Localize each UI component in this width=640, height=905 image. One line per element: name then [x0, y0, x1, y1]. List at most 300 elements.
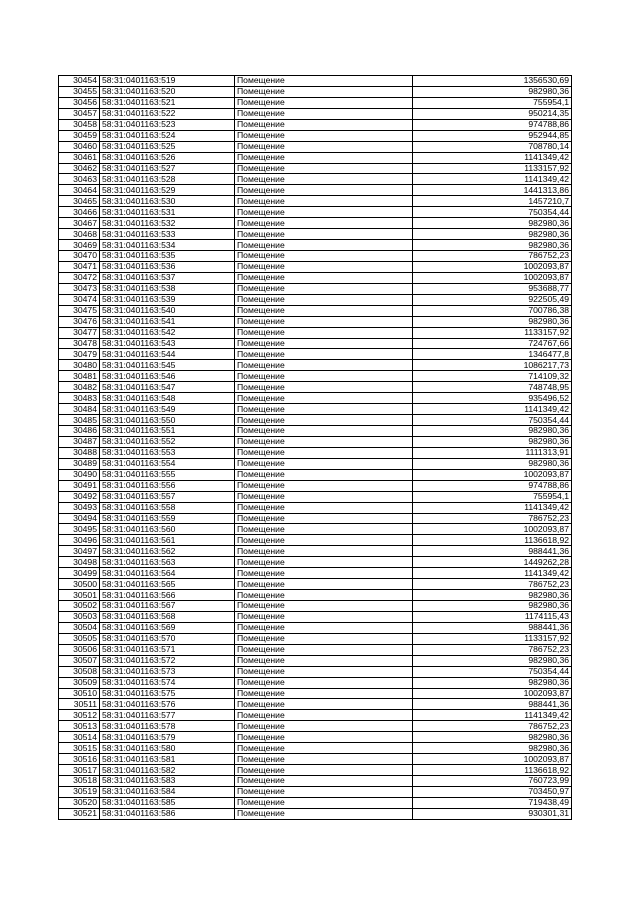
cadastral-number-cell: 58:31:0401163:532	[100, 218, 235, 229]
row-number-cell: 30460	[59, 141, 100, 152]
cadastral-value-cell: 982980,36	[413, 732, 572, 743]
object-type-cell: Помещение	[235, 86, 413, 97]
object-type-cell: Помещение	[235, 360, 413, 371]
property-table	[58, 75, 572, 820]
object-type-cell: Помещение	[235, 76, 413, 87]
row-number-cell: 30490	[59, 469, 100, 480]
object-type-cell: Помещение	[235, 491, 413, 502]
table-row	[59, 130, 572, 141]
cadastral-number-cell: 58:31:0401163:545	[100, 360, 235, 371]
object-type-cell: Помещение	[235, 415, 413, 426]
object-type-cell: Помещение	[235, 152, 413, 163]
cadastral-number-cell: 58:31:0401163:577	[100, 710, 235, 721]
cadastral-number-cell: 58:31:0401163:571	[100, 644, 235, 655]
cadastral-number-cell: 58:31:0401163:561	[100, 535, 235, 546]
row-number-cell: 30479	[59, 349, 100, 360]
cadastral-number-cell: 58:31:0401163:533	[100, 229, 235, 240]
row-number-cell: 30480	[59, 360, 100, 371]
cadastral-value-cell: 982980,36	[413, 677, 572, 688]
table-row	[59, 229, 572, 240]
row-number-cell: 30483	[59, 393, 100, 404]
cadastral-value-cell: 1174115,43	[413, 611, 572, 622]
object-type-cell: Помещение	[235, 108, 413, 119]
row-number-cell: 30454	[59, 76, 100, 87]
cadastral-number-cell: 58:31:0401163:525	[100, 141, 235, 152]
cadastral-value-cell: 974788,86	[413, 119, 572, 130]
cadastral-number-cell: 58:31:0401163:556	[100, 480, 235, 491]
row-number-cell: 30464	[59, 185, 100, 196]
table-row	[59, 469, 572, 480]
cadastral-number-cell: 58:31:0401163:528	[100, 174, 235, 185]
object-type-cell: Помещение	[235, 382, 413, 393]
row-number-cell: 30463	[59, 174, 100, 185]
object-type-cell: Помещение	[235, 710, 413, 721]
row-number-cell: 30465	[59, 196, 100, 207]
cadastral-number-cell: 58:31:0401163:530	[100, 196, 235, 207]
cadastral-value-cell: 786752,23	[413, 579, 572, 590]
table-row	[59, 294, 572, 305]
row-number-cell: 30494	[59, 513, 100, 524]
row-number-cell: 30503	[59, 611, 100, 622]
table-row	[59, 436, 572, 447]
cadastral-value-cell: 982980,36	[413, 436, 572, 447]
object-type-cell: Помещение	[235, 776, 413, 787]
table-row	[59, 163, 572, 174]
object-type-cell: Помещение	[235, 251, 413, 262]
cadastral-value-cell: 982980,36	[413, 229, 572, 240]
row-number-cell: 30456	[59, 97, 100, 108]
table-row	[59, 272, 572, 283]
object-type-cell: Помещение	[235, 644, 413, 655]
cadastral-value-cell: 708780,14	[413, 141, 572, 152]
cadastral-number-cell: 58:31:0401163:521	[100, 97, 235, 108]
table-row	[59, 349, 572, 360]
row-number-cell: 30508	[59, 666, 100, 677]
object-type-cell: Помещение	[235, 677, 413, 688]
cadastral-number-cell: 58:31:0401163:557	[100, 491, 235, 502]
row-number-cell: 30468	[59, 229, 100, 240]
row-number-cell: 30501	[59, 590, 100, 601]
table-row	[59, 677, 572, 688]
row-number-cell: 30507	[59, 655, 100, 666]
table-row	[59, 622, 572, 633]
row-number-cell: 30487	[59, 436, 100, 447]
object-type-cell: Помещение	[235, 163, 413, 174]
cadastral-number-cell: 58:31:0401163:522	[100, 108, 235, 119]
cadastral-value-cell: 755954,1	[413, 491, 572, 502]
cadastral-value-cell: 982980,36	[413, 590, 572, 601]
table-row	[59, 601, 572, 612]
cadastral-value-cell: 1002093,87	[413, 688, 572, 699]
object-type-cell: Помещение	[235, 349, 413, 360]
cadastral-number-cell: 58:31:0401163:575	[100, 688, 235, 699]
cadastral-number-cell: 58:31:0401163:519	[100, 76, 235, 87]
table-row	[59, 382, 572, 393]
table-row	[59, 743, 572, 754]
object-type-cell: Помещение	[235, 294, 413, 305]
row-number-cell: 30510	[59, 688, 100, 699]
cadastral-number-cell: 58:31:0401163:546	[100, 371, 235, 382]
row-number-cell: 30496	[59, 535, 100, 546]
object-type-cell: Помещение	[235, 590, 413, 601]
table-row	[59, 360, 572, 371]
table-row	[59, 776, 572, 787]
cadastral-number-cell: 58:31:0401163:523	[100, 119, 235, 130]
row-number-cell: 30506	[59, 644, 100, 655]
cadastral-value-cell: 1002093,87	[413, 469, 572, 480]
table-row	[59, 710, 572, 721]
cadastral-number-cell: 58:31:0401163:579	[100, 732, 235, 743]
object-type-cell: Помещение	[235, 436, 413, 447]
table-row	[59, 797, 572, 808]
table-row	[59, 152, 572, 163]
row-number-cell: 30472	[59, 272, 100, 283]
row-number-cell: 30495	[59, 524, 100, 535]
row-number-cell: 30505	[59, 633, 100, 644]
cadastral-value-cell: 1002093,87	[413, 261, 572, 272]
cadastral-value-cell: 750354,44	[413, 666, 572, 677]
cadastral-number-cell: 58:31:0401163:538	[100, 283, 235, 294]
cadastral-number-cell: 58:31:0401163:549	[100, 404, 235, 415]
table-row	[59, 393, 572, 404]
row-number-cell: 30498	[59, 557, 100, 568]
cadastral-value-cell: 1136618,92	[413, 765, 572, 776]
object-type-cell: Помещение	[235, 524, 413, 535]
cadastral-number-cell: 58:31:0401163:534	[100, 240, 235, 251]
object-type-cell: Помещение	[235, 611, 413, 622]
table-row	[59, 141, 572, 152]
cadastral-value-cell: 1002093,87	[413, 524, 572, 535]
cadastral-number-cell: 58:31:0401163:552	[100, 436, 235, 447]
table-row	[59, 327, 572, 338]
row-number-cell: 30520	[59, 797, 100, 808]
object-type-cell: Помещение	[235, 447, 413, 458]
cadastral-value-cell: 982980,36	[413, 743, 572, 754]
cadastral-value-cell: 1141349,42	[413, 152, 572, 163]
cadastral-value-cell: 1449262,28	[413, 557, 572, 568]
object-type-cell: Помещение	[235, 130, 413, 141]
cadastral-number-cell: 58:31:0401163:584	[100, 786, 235, 797]
cadastral-value-cell: 1356530,69	[413, 76, 572, 87]
table-row	[59, 579, 572, 590]
cadastral-number-cell: 58:31:0401163:535	[100, 251, 235, 262]
cadastral-value-cell: 1133157,92	[413, 327, 572, 338]
object-type-cell: Помещение	[235, 261, 413, 272]
object-type-cell: Помещение	[235, 174, 413, 185]
row-number-cell: 30514	[59, 732, 100, 743]
cadastral-number-cell: 58:31:0401163:563	[100, 557, 235, 568]
table-row	[59, 415, 572, 426]
cadastral-value-cell: 1111313,91	[413, 447, 572, 458]
cadastral-value-cell: 952944,85	[413, 130, 572, 141]
object-type-cell: Помещение	[235, 797, 413, 808]
object-type-cell: Помещение	[235, 546, 413, 557]
table-row	[59, 666, 572, 677]
cadastral-value-cell: 1133157,92	[413, 163, 572, 174]
object-type-cell: Помещение	[235, 732, 413, 743]
table-row	[59, 108, 572, 119]
table-row	[59, 513, 572, 524]
table-row	[59, 458, 572, 469]
object-type-cell: Помещение	[235, 305, 413, 316]
table-row	[59, 786, 572, 797]
row-number-cell: 30497	[59, 546, 100, 557]
object-type-cell: Помещение	[235, 218, 413, 229]
object-type-cell: Помещение	[235, 393, 413, 404]
row-number-cell: 30516	[59, 754, 100, 765]
cadastral-number-cell: 58:31:0401163:574	[100, 677, 235, 688]
cadastral-number-cell: 58:31:0401163:567	[100, 601, 235, 612]
row-number-cell: 30457	[59, 108, 100, 119]
row-number-cell: 30513	[59, 721, 100, 732]
cadastral-number-cell: 58:31:0401163:573	[100, 666, 235, 677]
cadastral-value-cell: 935496,52	[413, 393, 572, 404]
row-number-cell: 30458	[59, 119, 100, 130]
cadastral-value-cell: 786752,23	[413, 721, 572, 732]
table-row	[59, 480, 572, 491]
cadastral-value-cell: 750354,44	[413, 207, 572, 218]
object-type-cell: Помещение	[235, 666, 413, 677]
cadastral-value-cell: 786752,23	[413, 513, 572, 524]
cadastral-number-cell: 58:31:0401163:555	[100, 469, 235, 480]
row-number-cell: 30470	[59, 251, 100, 262]
cadastral-number-cell: 58:31:0401163:576	[100, 699, 235, 710]
row-number-cell: 30512	[59, 710, 100, 721]
cadastral-value-cell: 982980,36	[413, 426, 572, 437]
cadastral-value-cell: 750354,44	[413, 415, 572, 426]
table-row	[59, 721, 572, 732]
object-type-cell: Помещение	[235, 502, 413, 513]
object-type-cell: Помещение	[235, 633, 413, 644]
table-row	[59, 283, 572, 294]
cadastral-value-cell: 953688,77	[413, 283, 572, 294]
table-row	[59, 699, 572, 710]
row-number-cell: 30469	[59, 240, 100, 251]
cadastral-value-cell: 988441,36	[413, 622, 572, 633]
row-number-cell: 30517	[59, 765, 100, 776]
cadastral-number-cell: 58:31:0401163:582	[100, 765, 235, 776]
object-type-cell: Помещение	[235, 207, 413, 218]
object-type-cell: Помещение	[235, 338, 413, 349]
row-number-cell: 30502	[59, 601, 100, 612]
object-type-cell: Помещение	[235, 557, 413, 568]
cadastral-value-cell: 1141349,42	[413, 502, 572, 513]
row-number-cell: 30493	[59, 502, 100, 513]
row-number-cell: 30519	[59, 786, 100, 797]
table-row	[59, 655, 572, 666]
cadastral-value-cell: 1141349,42	[413, 568, 572, 579]
cadastral-value-cell: 1141349,42	[413, 404, 572, 415]
row-number-cell: 30485	[59, 415, 100, 426]
table-row	[59, 590, 572, 601]
cadastral-value-cell: 988441,36	[413, 699, 572, 710]
cadastral-value-cell: 719438,49	[413, 797, 572, 808]
table-row	[59, 207, 572, 218]
object-type-cell: Помещение	[235, 119, 413, 130]
object-type-cell: Помещение	[235, 513, 413, 524]
cadastral-number-cell: 58:31:0401163:531	[100, 207, 235, 218]
object-type-cell: Помещение	[235, 196, 413, 207]
cadastral-value-cell: 982980,36	[413, 316, 572, 327]
table-row	[59, 502, 572, 513]
row-number-cell: 30504	[59, 622, 100, 633]
cadastral-number-cell: 58:31:0401163:559	[100, 513, 235, 524]
row-number-cell: 30475	[59, 305, 100, 316]
cadastral-number-cell: 58:31:0401163:529	[100, 185, 235, 196]
cadastral-value-cell: 1346477,8	[413, 349, 572, 360]
object-type-cell: Помещение	[235, 229, 413, 240]
cadastral-value-cell: 922505,49	[413, 294, 572, 305]
cadastral-value-cell: 930301,31	[413, 808, 572, 819]
cadastral-value-cell: 982980,36	[413, 458, 572, 469]
cadastral-number-cell: 58:31:0401163:572	[100, 655, 235, 666]
cadastral-value-cell: 1141349,42	[413, 174, 572, 185]
cadastral-number-cell: 58:31:0401163:524	[100, 130, 235, 141]
row-number-cell: 30521	[59, 808, 100, 819]
cadastral-value-cell: 703450,97	[413, 786, 572, 797]
cadastral-value-cell: 724767,66	[413, 338, 572, 349]
table-row	[59, 535, 572, 546]
cadastral-number-cell: 58:31:0401163:527	[100, 163, 235, 174]
cadastral-number-cell: 58:31:0401163:569	[100, 622, 235, 633]
cadastral-number-cell: 58:31:0401163:526	[100, 152, 235, 163]
cadastral-number-cell: 58:31:0401163:580	[100, 743, 235, 754]
cadastral-number-cell: 58:31:0401163:548	[100, 393, 235, 404]
table-row	[59, 174, 572, 185]
cadastral-value-cell: 982980,36	[413, 655, 572, 666]
cadastral-value-cell: 1002093,87	[413, 754, 572, 765]
cadastral-number-cell: 58:31:0401163:540	[100, 305, 235, 316]
cadastral-number-cell: 58:31:0401163:581	[100, 754, 235, 765]
object-type-cell: Помещение	[235, 371, 413, 382]
object-type-cell: Помещение	[235, 426, 413, 437]
table-row	[59, 644, 572, 655]
table-row	[59, 76, 572, 87]
cadastral-number-cell: 58:31:0401163:554	[100, 458, 235, 469]
table-row	[59, 546, 572, 557]
table-body	[59, 76, 572, 820]
cadastral-number-cell: 58:31:0401163:562	[100, 546, 235, 557]
row-number-cell: 30477	[59, 327, 100, 338]
table-row	[59, 305, 572, 316]
row-number-cell: 30515	[59, 743, 100, 754]
object-type-cell: Помещение	[235, 688, 413, 699]
row-number-cell: 30467	[59, 218, 100, 229]
cadastral-value-cell: 1457210,7	[413, 196, 572, 207]
row-number-cell: 30459	[59, 130, 100, 141]
cadastral-value-cell: 950214,35	[413, 108, 572, 119]
cadastral-number-cell: 58:31:0401163:537	[100, 272, 235, 283]
object-type-cell: Помещение	[235, 786, 413, 797]
row-number-cell: 30474	[59, 294, 100, 305]
table-row	[59, 119, 572, 130]
cadastral-number-cell: 58:31:0401163:536	[100, 261, 235, 272]
table-row	[59, 808, 572, 819]
row-number-cell: 30471	[59, 261, 100, 272]
row-number-cell: 30461	[59, 152, 100, 163]
table-row	[59, 765, 572, 776]
cadastral-number-cell: 58:31:0401163:565	[100, 579, 235, 590]
object-type-cell: Помещение	[235, 721, 413, 732]
object-type-cell: Помещение	[235, 97, 413, 108]
cadastral-number-cell: 58:31:0401163:553	[100, 447, 235, 458]
table-row	[59, 426, 572, 437]
object-type-cell: Помещение	[235, 404, 413, 415]
cadastral-number-cell: 58:31:0401163:539	[100, 294, 235, 305]
cadastral-value-cell: 982980,36	[413, 601, 572, 612]
cadastral-value-cell: 1136618,92	[413, 535, 572, 546]
cadastral-value-cell: 786752,23	[413, 251, 572, 262]
cadastral-number-cell: 58:31:0401163:568	[100, 611, 235, 622]
cadastral-value-cell: 1441313,86	[413, 185, 572, 196]
cadastral-value-cell: 714109,32	[413, 371, 572, 382]
cadastral-number-cell: 58:31:0401163:558	[100, 502, 235, 513]
row-number-cell: 30500	[59, 579, 100, 590]
cadastral-value-cell: 755954,1	[413, 97, 572, 108]
cadastral-value-cell: 1002093,87	[413, 272, 572, 283]
row-number-cell: 30486	[59, 426, 100, 437]
table-row	[59, 491, 572, 502]
row-number-cell: 30511	[59, 699, 100, 710]
object-type-cell: Помещение	[235, 568, 413, 579]
cadastral-value-cell: 700786,38	[413, 305, 572, 316]
table-row	[59, 557, 572, 568]
cadastral-number-cell: 58:31:0401163:570	[100, 633, 235, 644]
row-number-cell: 30455	[59, 86, 100, 97]
row-number-cell: 30489	[59, 458, 100, 469]
row-number-cell: 30491	[59, 480, 100, 491]
table-row	[59, 568, 572, 579]
cadastral-value-cell: 1086217,73	[413, 360, 572, 371]
table-row	[59, 732, 572, 743]
object-type-cell: Помещение	[235, 327, 413, 338]
table-row	[59, 338, 572, 349]
row-number-cell: 30509	[59, 677, 100, 688]
object-type-cell: Помещение	[235, 458, 413, 469]
table-row	[59, 218, 572, 229]
object-type-cell: Помещение	[235, 765, 413, 776]
object-type-cell: Помещение	[235, 480, 413, 491]
cadastral-number-cell: 58:31:0401163:551	[100, 426, 235, 437]
table-row	[59, 611, 572, 622]
table-row	[59, 754, 572, 765]
row-number-cell: 30484	[59, 404, 100, 415]
row-number-cell: 30488	[59, 447, 100, 458]
cadastral-number-cell: 58:31:0401163:547	[100, 382, 235, 393]
cadastral-number-cell: 58:31:0401163:586	[100, 808, 235, 819]
cadastral-number-cell: 58:31:0401163:544	[100, 349, 235, 360]
cadastral-value-cell: 974788,86	[413, 480, 572, 491]
table-row	[59, 316, 572, 327]
cadastral-number-cell: 58:31:0401163:542	[100, 327, 235, 338]
cadastral-value-cell: 982980,36	[413, 240, 572, 251]
cadastral-value-cell: 982980,36	[413, 86, 572, 97]
table-row	[59, 261, 572, 272]
object-type-cell: Помещение	[235, 272, 413, 283]
cadastral-value-cell: 748748,95	[413, 382, 572, 393]
object-type-cell: Помещение	[235, 601, 413, 612]
object-type-cell: Помещение	[235, 622, 413, 633]
row-number-cell: 30462	[59, 163, 100, 174]
row-number-cell: 30492	[59, 491, 100, 502]
table-row	[59, 688, 572, 699]
cadastral-number-cell: 58:31:0401163:520	[100, 86, 235, 97]
cadastral-value-cell: 1133157,92	[413, 633, 572, 644]
object-type-cell: Помещение	[235, 808, 413, 819]
cadastral-number-cell: 58:31:0401163:560	[100, 524, 235, 535]
table-row	[59, 251, 572, 262]
table-row	[59, 447, 572, 458]
